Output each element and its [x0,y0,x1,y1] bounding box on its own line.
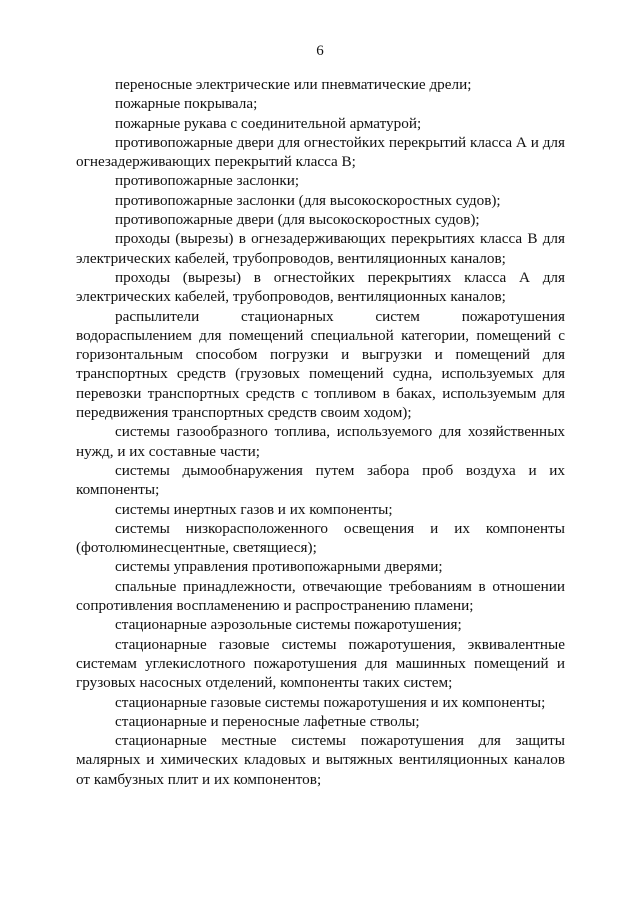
list-item: стационарные газовые системы пожаротушения и их компоненты; [115,693,546,711]
list-item: противопожарные двери (для высокоскоростных судов); [115,211,480,229]
document-body [76,75,565,789]
list-item: стационарные и переносные лафетные стволы; [115,712,420,730]
list-item: стационарные аэрозольные системы пожаротушения; [115,616,462,634]
page-number: 6 [316,43,324,59]
list-item: системы дымообнаружения путем забора проб воздуха и их компоненты; [76,461,565,499]
list-item: спальные принадлежности, отвечающие требованиям в отношении сопротивления воспламенению и распространению пламени; [76,577,565,615]
list-item: проходы (вырезы) в огнестойких перекрытиях класса А для электрических кабелей, трубопроводов, вентиляционных каналов; [76,268,565,306]
list-item: пожарные покрывала; [115,95,258,113]
list-item: противопожарные двери для огнестойких перекрытий класса А и для огнезадерживающих перекрытий класса В; [76,133,565,171]
list-item: стационарные местные системы пожаротушения для защиты малярных и химических кладовых и вытяжных вентиляционных каналов от камбузных плит и их компонентов; [76,732,565,788]
list-item: переносные электрические или пневматические дрели; [115,76,472,93]
list-item: системы низкорасположенного освещения и их компоненты (фотолюминесцентные, светящиеся); [76,519,565,557]
list-item: системы управления противопожарными дверями; [115,558,443,576]
list-item: противопожарные заслонки (для высокоскоростных судов); [115,191,501,209]
list-item: стационарные газовые системы пожаротушения, эквивалентные системам углекислотного пожаротушения для машинных помещений и грузовых насосных отделений, компоненты таких систем; [76,635,565,692]
list-item: противопожарные заслонки; [115,172,300,190]
list-item: системы инертных газов и их компоненты; [115,500,393,518]
list-item: системы газообразного топлива, используемого для хозяйственных нужд, и их составные части; [76,423,565,460]
list-item: проходы (вырезы) в огнезадерживающих перекрытиях класса В для электрических кабелей, трубопроводов, вентиляционных каналов; [76,230,565,267]
list-item: распылители стационарных систем пожаротушения водораспылением для помещений специальной категории, помещений с горизонтальным способом погрузки и выгрузки и помещений для транспортных средств (грузовых помещений судна, используемых для перевозки транспортных средств с топливом в баках, используемым для передвижения транспортных средств своим ходом); [76,307,565,422]
list-item: пожарные рукава с соединительной арматурой; [115,114,422,132]
